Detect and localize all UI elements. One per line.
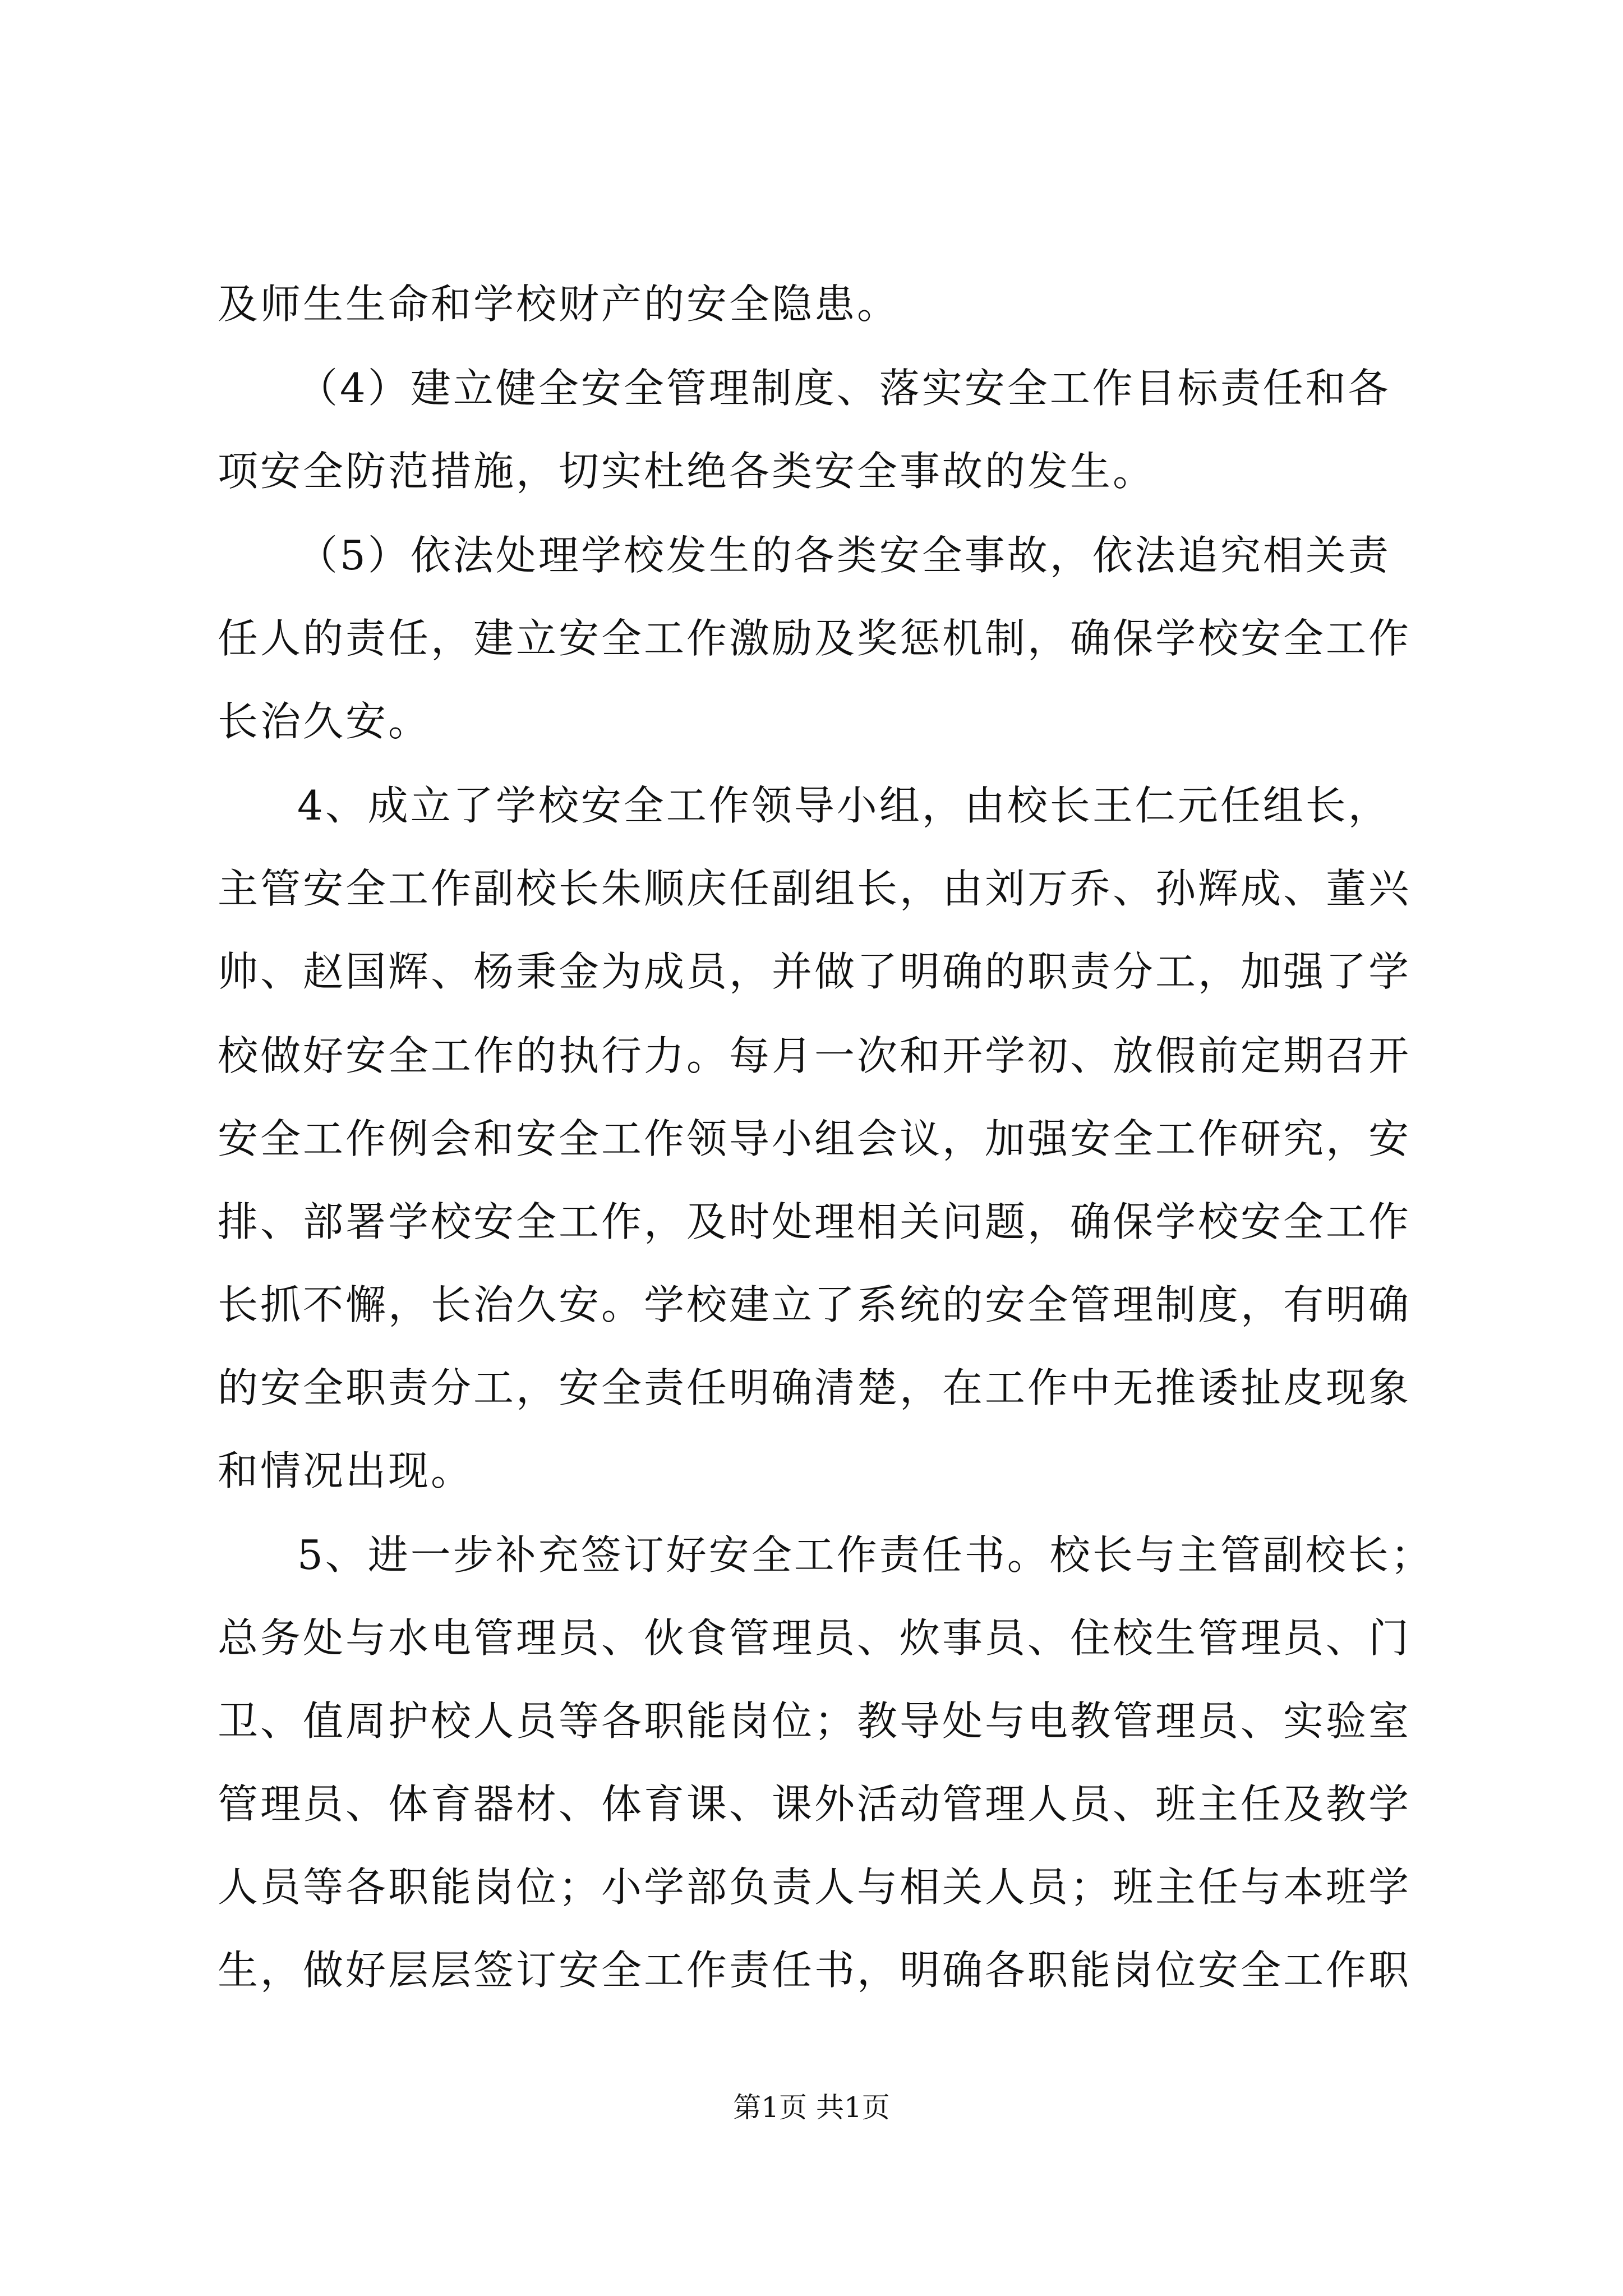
- text-line: 和情况出现。: [218, 1447, 474, 1494]
- text-line: 卫、值周护校人员等各职能岗位；教导处与电教管理员、实验室: [218, 1697, 1412, 1745]
- paragraph-start-line: 4、成立了学校安全工作领导小组，由校长王仁元任组长，: [297, 782, 1391, 829]
- text-line: 的安全职责分工，安全责任明确清楚，在工作中无推诿扯皮现象: [218, 1364, 1412, 1411]
- text-line: 任人的责任，建立安全工作激励及奖惩机制，确保学校安全工作: [218, 615, 1412, 662]
- text-line: 主管安全工作副校长朱顺庆任副组长，由刘万乔、孙辉成、董兴: [218, 865, 1412, 912]
- text-line: 管理员、体育器材、体育课、课外活动管理人员、班主任及教学: [218, 1780, 1412, 1828]
- text-line: 长抓不懈，长治久安。学校建立了系统的安全管理制度，有明确: [218, 1281, 1412, 1328]
- text-line: 帅、赵国辉、杨秉金为成员，并做了明确的职责分工，加强了学: [218, 948, 1412, 995]
- text-line: 长治久安。: [218, 698, 431, 745]
- text-line: 安全工作例会和安全工作领导小组会议，加强安全工作研究，安: [218, 1115, 1412, 1162]
- paragraph-start-line: 5、进一步补充签订好安全工作责任书。校长与主管副校长；: [297, 1531, 1433, 1579]
- text-line: 及师生生命和学校财产的安全隐患。: [218, 280, 900, 328]
- text-line: 人员等各职能岗位；小学部负责人与相关人员；班主任与本班学: [218, 1864, 1412, 1911]
- paragraph-start-line: （5）依法处理学校发生的各类安全事故，依法追究相关责: [297, 532, 1391, 579]
- text-line: 总务处与水电管理员、伙食管理员、炊事员、住校生管理员、门: [218, 1614, 1412, 1662]
- paragraph-start-line: （4）建立健全安全管理制度、落实安全工作目标责任和各: [297, 365, 1391, 412]
- text-line: 排、部署学校安全工作，及时处理相关问题，确保学校安全工作: [218, 1198, 1412, 1245]
- page-number-footer: 第1页 共1页: [733, 2091, 890, 2124]
- text-line: 生，做好层层签订安全工作责任书，明确各职能岗位安全工作职: [218, 1947, 1412, 1994]
- text-line: 校做好安全工作的执行力。每月一次和开学初、放假前定期召开: [218, 1032, 1412, 1079]
- text-line: 项安全防范措施，切实杜绝各类安全事故的发生。: [218, 448, 1156, 495]
